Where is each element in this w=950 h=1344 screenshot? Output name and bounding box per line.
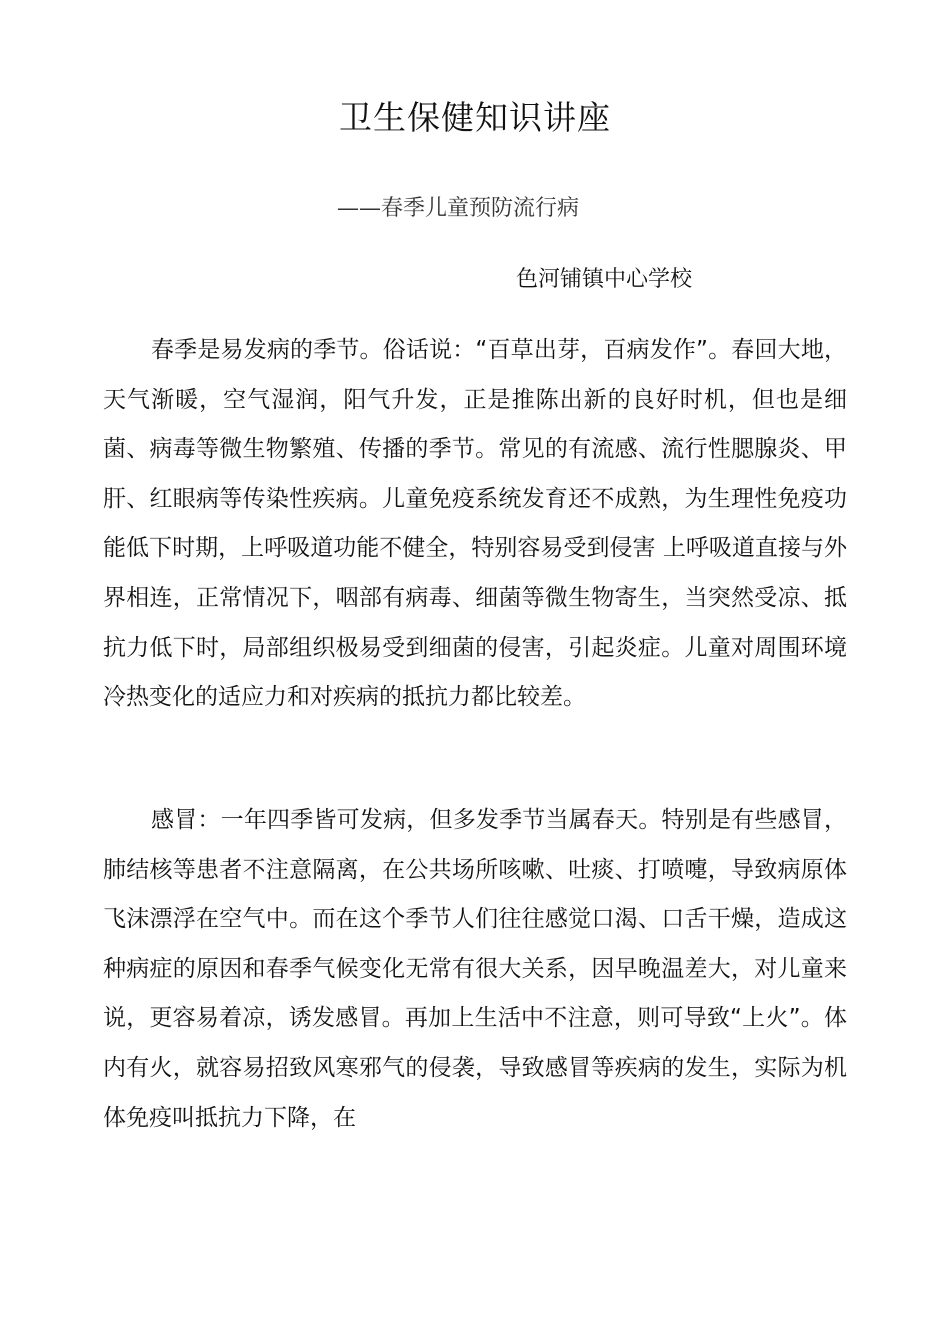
body-paragraph: 感冒：一年四季皆可发病，但多发季节当属春天。特别是有些感冒，肺结核等患者不注意隔离，在公共场所咳嗽、吐痰、打喷嚏，导致病原体飞沫漂浮在空气中。而在这个季节人们往往感觉口渴、口舌干燥，造成这种病症的原因和春季气候变化无常有很大关系，因早晚温差大，对儿童来说，更容易着凉，诱发感冒。再加上生活中不注意，则可导致“上火”。体内有火，就容易招致风寒邪气的侵袭，导致感冒等疾病的发生，实际为机体免疫叫抵抗力下降，在 xyxy=(103,807,847,1131)
document-title: 卫生保健知识讲座 xyxy=(339,98,611,137)
organization-name: 色河铺镇中心学校 xyxy=(516,267,693,292)
body-paragraph: 春季是易发病的季节。俗话说：“百草出芽，百病发作”。春回大地，天气渐暖，空气湿润，阳气升发，正是推陈出新的良好时机，但也是细菌、病毒等微生物繁殖、传播的季节。常见的有流感、流行性腮腺炎、甲肝、红眼病等传染性疾病。儿童免疫系统发育还不成熟，为生理性免疫功能低下时期，上呼吸道功能不健全，特别容易受到侵害 上呼吸道直接与外界相连，正常情况下，咽部有病毒、细菌等微生物寄生，当突然受凉、抵抗力低下时，局部组织极易受到细菌的侵害，引起炎症。儿童对周围环境冷热变化的适应力和对疾病的抵抗力都比较差。 xyxy=(103,337,847,711)
document-subtitle: ——春季儿童预防流行病 xyxy=(337,196,580,221)
